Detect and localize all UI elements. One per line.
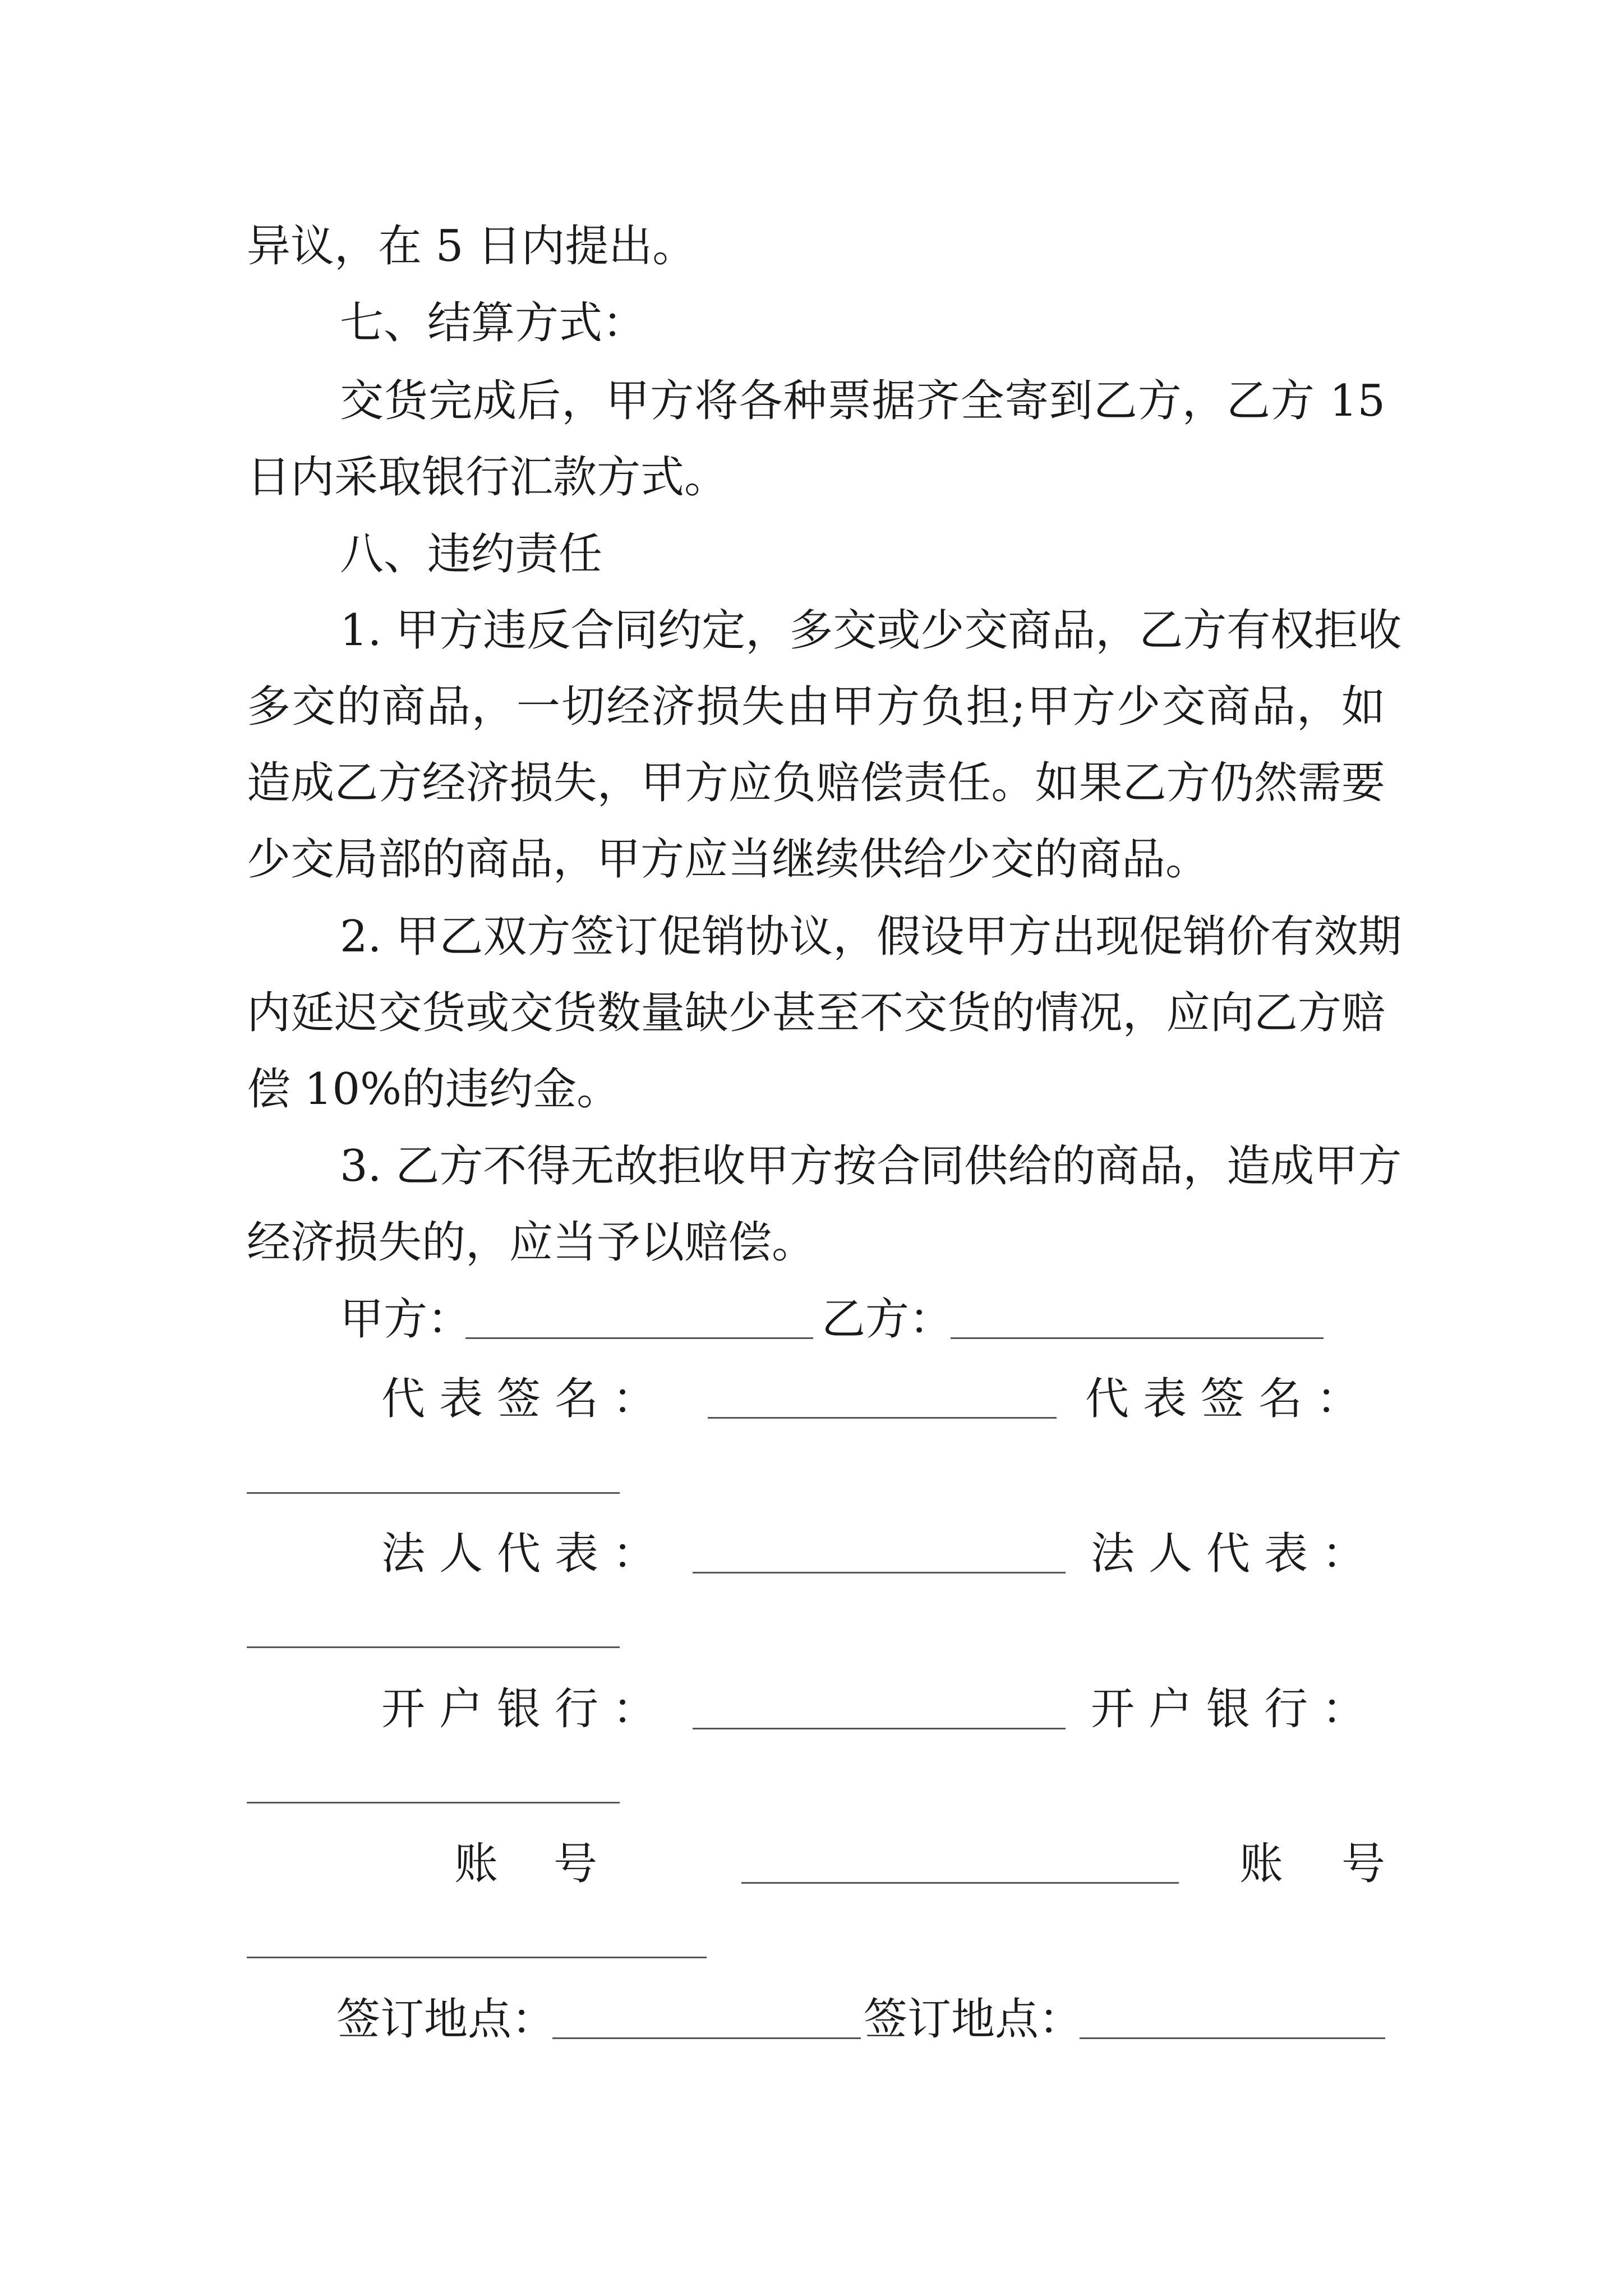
section-heading-settlement: 七、结算方式： <box>340 298 647 348</box>
clause-2-line-1: 2. 甲乙双方签订促销协议，假设甲方出现促销价有效期 <box>340 912 1402 962</box>
body-line-4: 日内采取银行汇款方式。 <box>247 452 728 503</box>
party-b-bank-label: 开户银行： <box>1091 1684 1366 1734</box>
clause-1-line-4: 少交局部的商品，甲方应当继续供给少交的商品。 <box>247 834 1210 885</box>
party-b-bank-blank[interactable] <box>247 1802 620 1803</box>
clause-2-line-3: 偿 10%的违约金。 <box>247 1064 621 1115</box>
party-b-account-blank[interactable] <box>247 1957 707 1958</box>
party-b-sign-place-label: 签订地点： <box>864 1994 1083 2045</box>
party-b-rep-sign-blank[interactable] <box>247 1492 620 1494</box>
clause-1-line-3: 造成乙方经济损失，甲方应负赔偿责任。如果乙方仍然需要 <box>247 758 1385 808</box>
party-a-bank-label: 开户银行： <box>381 1684 656 1734</box>
party-a-bank-blank[interactable] <box>693 1728 1066 1729</box>
clause-3-line-2: 经济损失的，应当予以赔偿。 <box>247 1217 816 1268</box>
party-b-account-label: 账号 <box>1239 1839 1385 1889</box>
party-b-legal-rep-blank[interactable] <box>247 1646 620 1648</box>
clause-1-line-1: 1. 甲方违反合同约定，多交或少交商品，乙方有权拒收 <box>340 605 1402 656</box>
party-a-legal-rep-label: 法人代表： <box>381 1529 656 1579</box>
party-a-account-label: 账号 <box>454 1839 597 1889</box>
party-b-sign-place-blank[interactable] <box>1080 2037 1385 2039</box>
party-a-rep-sign-label: 代表签名： <box>381 1374 656 1424</box>
section-heading-liability: 八、违约责任 <box>340 529 603 579</box>
party-a-account-blank[interactable] <box>741 1882 1179 1884</box>
body-line-3: 交货完成后，甲方将各种票据齐全寄到乙方，乙方 15 <box>340 376 1385 426</box>
party-a-label: 甲方： <box>340 1294 472 1345</box>
clause-2-line-2: 内延迟交货或交货数量缺少甚至不交货的情况，应向乙方赔 <box>247 988 1385 1038</box>
party-a-sign-place-label: 签订地点： <box>336 1994 556 2045</box>
party-a-rep-sign-blank[interactable] <box>708 1417 1057 1419</box>
party-a-blank[interactable] <box>465 1337 813 1339</box>
clause-3-line-1: 3. 乙方不得无故拒收甲方按合同供给的商品，造成甲方 <box>340 1141 1402 1191</box>
party-a-sign-place-blank[interactable] <box>552 2037 861 2039</box>
body-line-1: 异议，在 5 日内提出。 <box>247 221 697 272</box>
party-b-blank[interactable] <box>951 1337 1324 1339</box>
party-b-legal-rep-label: 法人代表： <box>1091 1529 1366 1579</box>
party-b-rep-sign-label: 代表签名： <box>1085 1374 1360 1424</box>
party-b-label: 乙方： <box>822 1294 953 1345</box>
clause-1-line-2: 多交的商品，一切经济损失由甲方负担;甲方少交商品，如 <box>247 682 1385 732</box>
party-a-legal-rep-blank[interactable] <box>693 1572 1066 1573</box>
